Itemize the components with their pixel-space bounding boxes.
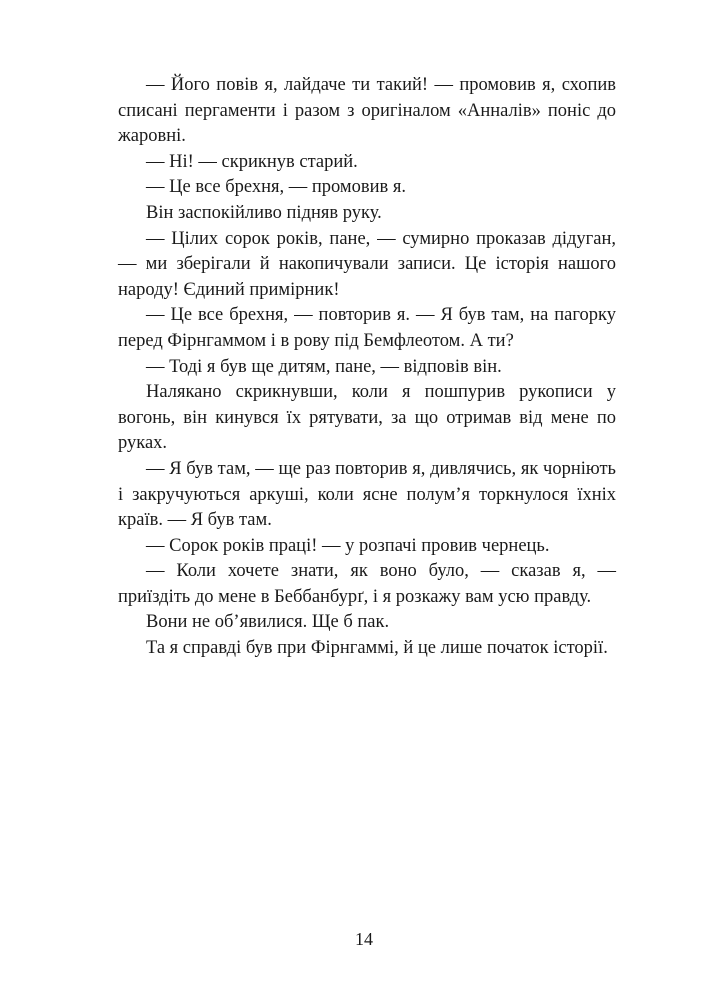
paragraph-1: — Його повів я, лайдаче ти такий! — промовив я, схопив списані пергаменти і разом з оригіналом «Анналів» поніс до жаровні.: [118, 75, 616, 147]
page-number: 14: [355, 929, 373, 949]
paragraph-13: Та я справді був при Фірнгаммі, й це лише початок історії.: [146, 638, 608, 659]
paragraph-8: Налякано скрикнувши, коли я пошпурив рукописи у вогонь, він кинувся їх рятувати, за що отримав від мене по руках.: [118, 382, 616, 454]
paragraph-3: — Це все брехня, — промовив я.: [146, 177, 407, 198]
paragraph-10: — Сорок років праці! — у розпачі провив чернець.: [146, 535, 550, 556]
page-text: [118, 73, 616, 662]
paragraph-6: — Це все брехня, — повторив я. — Я був там, на пагорку перед Фірнгаммом і в рову під Бемфлеотом. А ти?: [118, 305, 616, 351]
paragraph-7: — Тоді я був ще дитям, пане, — відповів він.: [146, 356, 502, 377]
paragraph-9: — Я був там, — ще раз повторив я, дивлячись, як чорніють і закручуються аркуші, коли ясне полум’я торкнулося їхніх країв. — Я був там.: [118, 458, 616, 531]
paragraph-11: — Коли хочете знати, як воно було, — сказав я, — приїздіть до мене в Беббанбурґ, і я розкажу вам усю правду.: [118, 561, 616, 607]
paragraph-2: — Ні! — скрикнув старий.: [146, 151, 358, 172]
paragraph-12: Вони не об’явилися. Ще б пак.: [146, 612, 390, 633]
paragraph-5: — Цілих сорок років, пане, — сумирно проказав дідуган, — ми зберігали й накопичували записи. Це історія нашого народу! Єдиний примірник!: [118, 228, 616, 300]
paragraph-4: Він заспокійливо підняв руку.: [146, 202, 382, 223]
